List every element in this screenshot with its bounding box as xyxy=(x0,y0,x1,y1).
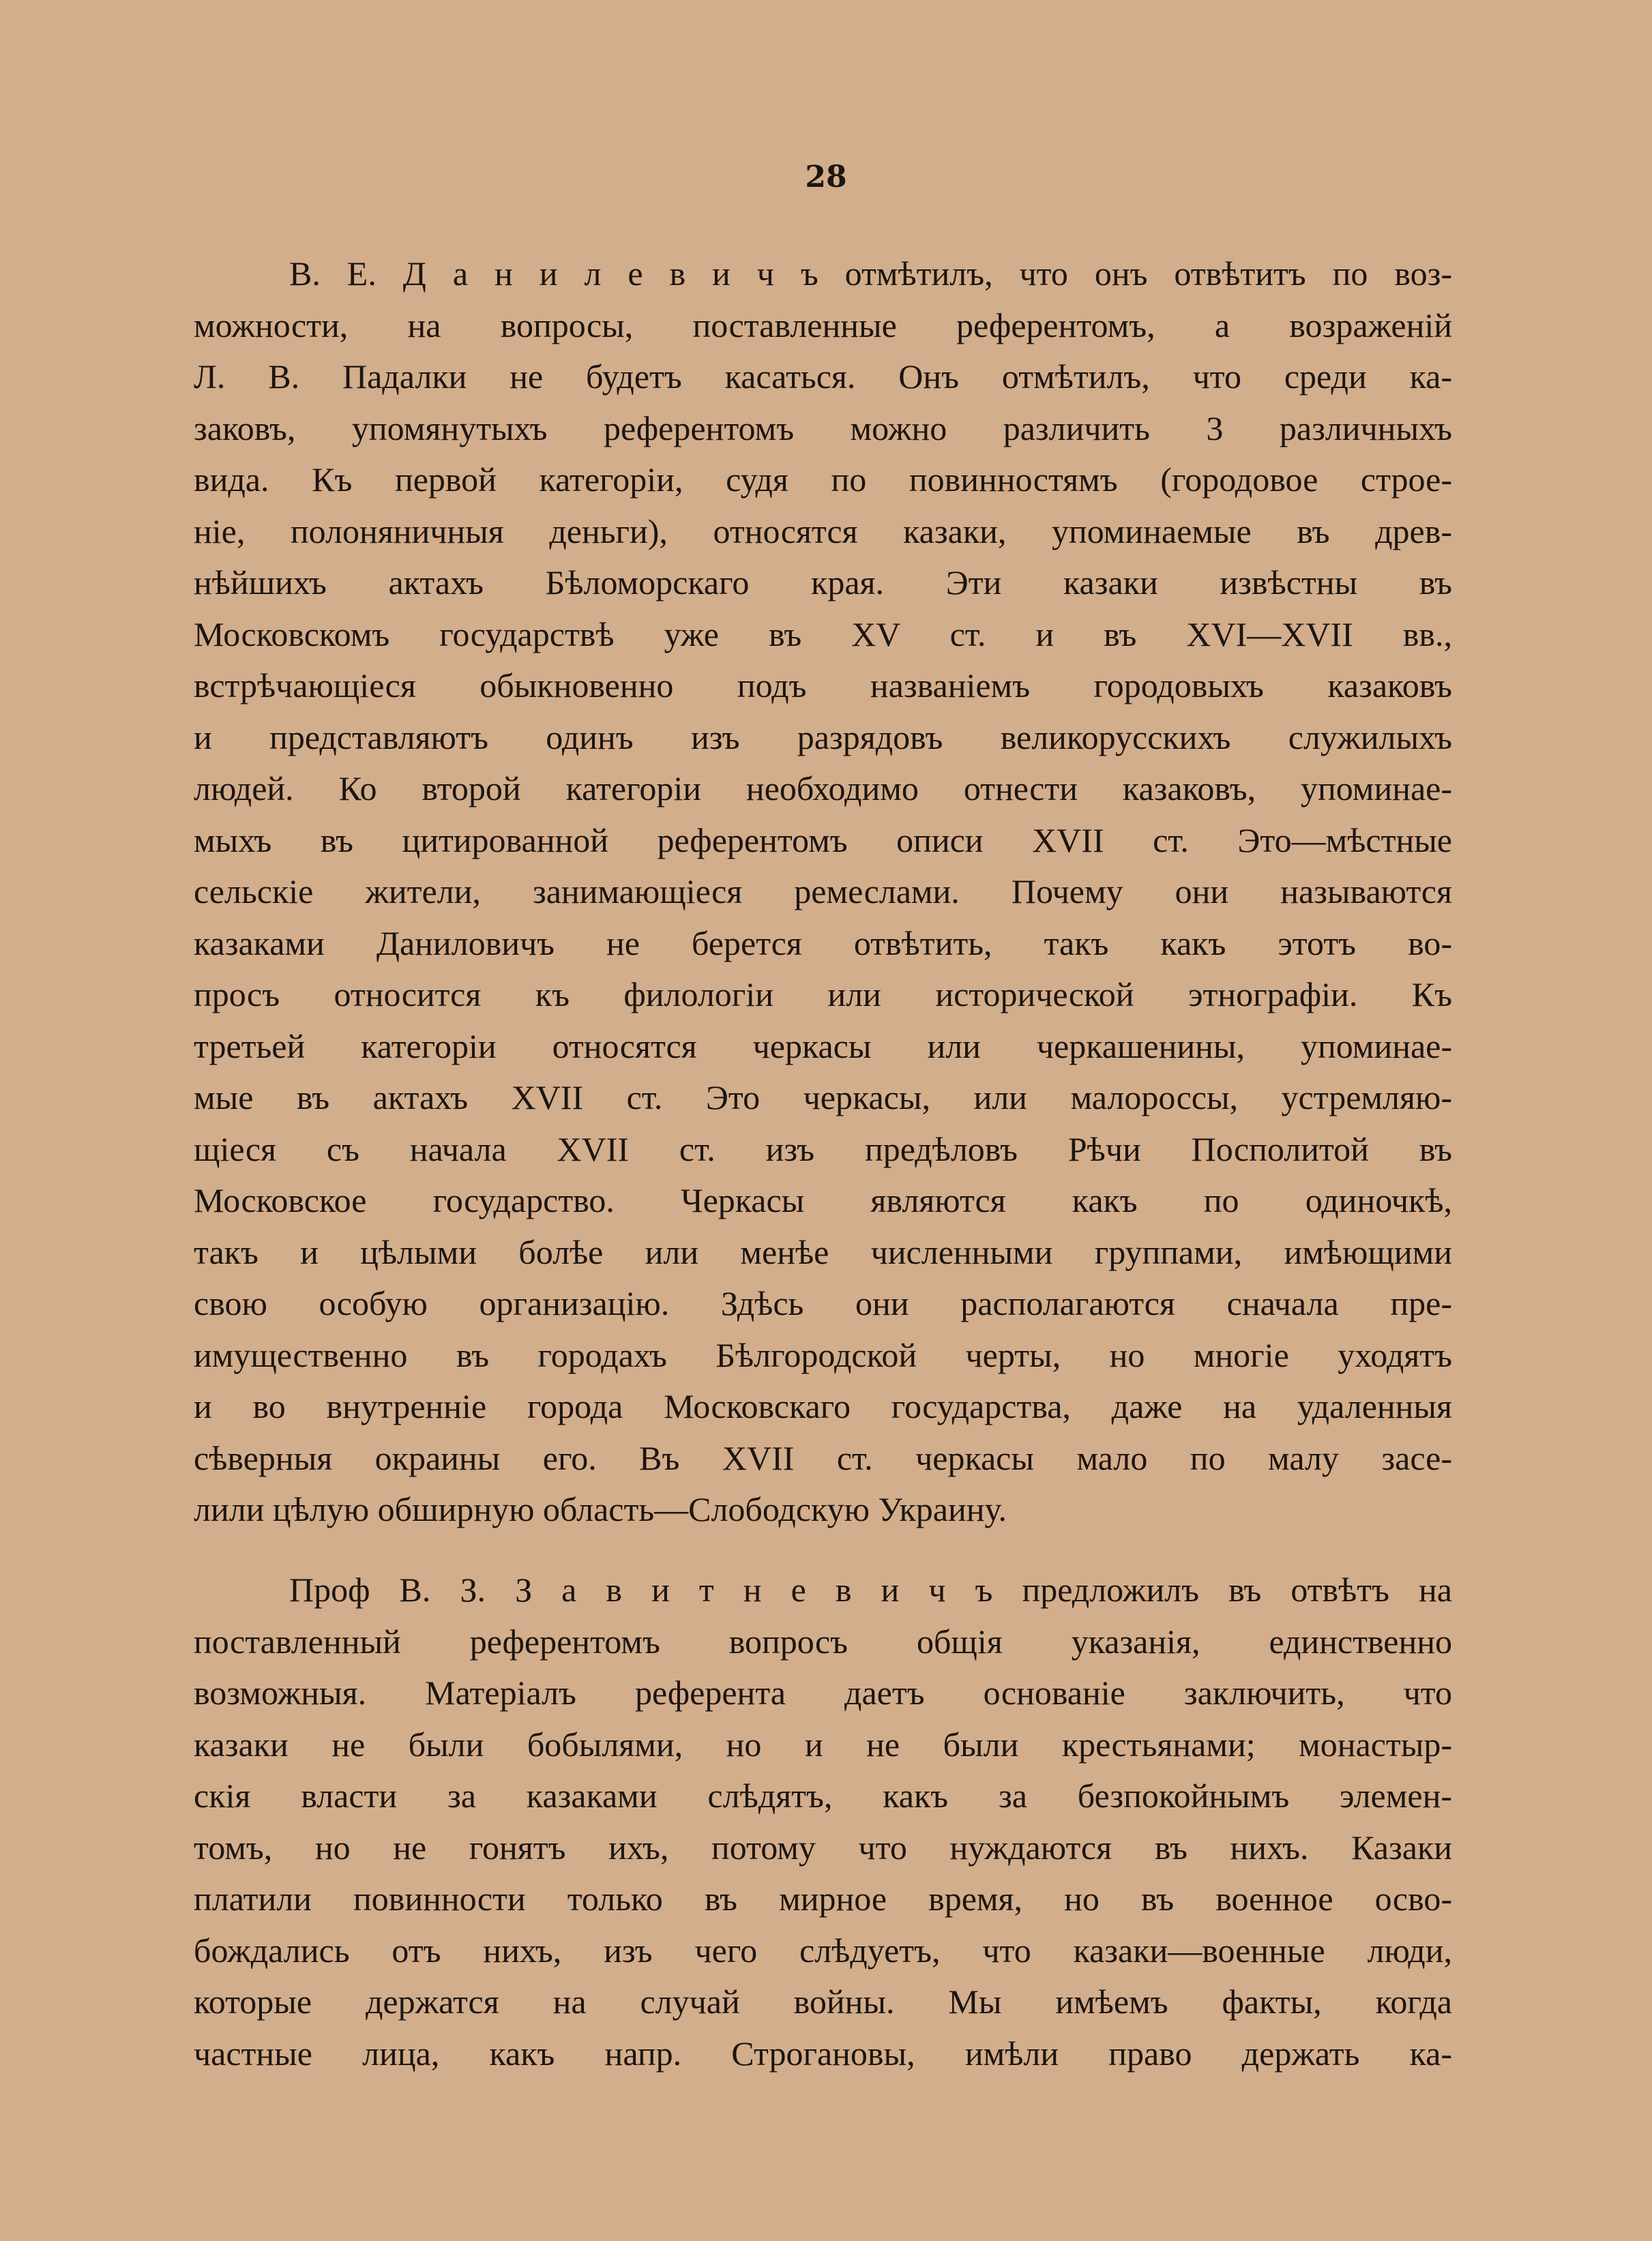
text-line: заковъ, упомянутыхъ референтомъ можно различить 3 различныхъ xyxy=(194,409,1452,447)
text-line: и во внутренніе города Московскаго государства, даже на удаленныя xyxy=(194,1387,1452,1425)
text-line: В. Е. Д а н и л е в и ч ъ отмѣтилъ, что онъ отвѣтитъ по воз- xyxy=(289,254,1452,293)
text-line: мые въ актахъ XVII ст. Это черкасы, или малороссы, устремляю- xyxy=(194,1078,1452,1116)
text-line: бождались отъ нихъ, изъ чего слѣдуетъ, что казаки—военные люди, xyxy=(194,1931,1452,1970)
text-line: встрѣчающіеся обыкновенно подъ названіемъ городовыхъ казаковъ xyxy=(194,666,1452,704)
text-line: поставленный референтомъ вопросъ общія указанія, единственно xyxy=(194,1622,1452,1661)
text-line: лили цѣлую обширную область—Слободскую Украину. xyxy=(194,1490,1007,1528)
text-line: третьей категоріи относятся черкасы или черкашенины, упоминае- xyxy=(194,1026,1452,1065)
text-line: ніе, полоняничныя деньги), относятся казаки, упоминаемые въ древ- xyxy=(194,511,1452,550)
text-line: казаки не были бобылями, но и не были крестьянами; монастыр- xyxy=(194,1725,1452,1764)
text-line: сѣверныя окраины его. Въ XVII ст. черкасы мало по малу засе- xyxy=(194,1438,1452,1477)
text-line: и представляютъ одинъ изъ разрядовъ великорусскихъ служилыхъ xyxy=(194,717,1452,756)
text-line: мыхъ въ цитированной референтомъ описи XVII ст. Это—мѣстные xyxy=(194,820,1452,859)
paragraph-1 xyxy=(194,248,1452,1536)
text-line: частные лица, какъ напр. Строгановы, имѣли право держать ка- xyxy=(194,2034,1452,2073)
text-line: Московское государство. Черкасы являются какъ по одиночкѣ, xyxy=(194,1181,1452,1219)
paragraph-2 xyxy=(194,1564,1452,2079)
text-line: людей. Ко второй категоріи необходимо отнести казаковъ, упоминае- xyxy=(194,769,1452,807)
text-line: Проф В. З. З а в и т н е в и ч ъ предложилъ въ отвѣтъ на xyxy=(289,1571,1452,1609)
text-line: щіеся съ начала XVII ст. изъ предѣловъ Рѣчи Посполитой въ xyxy=(194,1129,1452,1168)
text-line: Л. В. Падалки не будетъ касаться. Онъ отмѣтилъ, что среди ка- xyxy=(194,357,1452,396)
text-line: просъ относится къ филологіи или исторической этнографіи. Къ xyxy=(194,975,1452,1013)
text-line: Московскомъ государствѣ уже въ XV ст. и въ XVI—XVII вв., xyxy=(194,614,1452,653)
text-line: платили повинности только въ мирное время, но въ военное осво- xyxy=(194,1880,1452,1918)
text-line: вида. Къ первой категоріи, судя по повинностямъ (городовое строе- xyxy=(194,460,1452,499)
text-line: такъ и цѣлыми болѣе или менѣе численными группами, имѣющими xyxy=(194,1232,1452,1271)
page-number: 28 xyxy=(805,160,847,194)
text-line: можности, на вопросы, поставленные референтомъ, а возраженій xyxy=(194,306,1452,344)
text-line: возможныя. Матеріалъ референта даетъ основаніе заключить, что xyxy=(194,1674,1452,1712)
text-line: имущественно въ городахъ Бѣлгородской черты, но многіе уходятъ xyxy=(194,1335,1452,1374)
text-line: сельскіе жители, занимающіеся ремеслами. Почему они называются xyxy=(194,872,1452,910)
text-line: нѣйшихъ актахъ Бѣломорскаго края. Эти казаки извѣстны въ xyxy=(194,563,1452,602)
text-line: томъ, но не гонятъ ихъ, потому что нуждаются въ нихъ. Казаки xyxy=(194,1828,1452,1867)
text-line: скія власти за казаками слѣдятъ, какъ за безпокойнымъ элемен- xyxy=(194,1777,1452,1815)
text-line: которые держатся на случай войны. Мы имѣемъ факты, когда xyxy=(194,1983,1452,2021)
text-line: свою особую организацію. Здѣсь они располагаются сначала пре- xyxy=(194,1284,1452,1322)
text-line: казаками Даниловичъ не берется отвѣтить, такъ какъ этотъ во- xyxy=(194,923,1452,962)
